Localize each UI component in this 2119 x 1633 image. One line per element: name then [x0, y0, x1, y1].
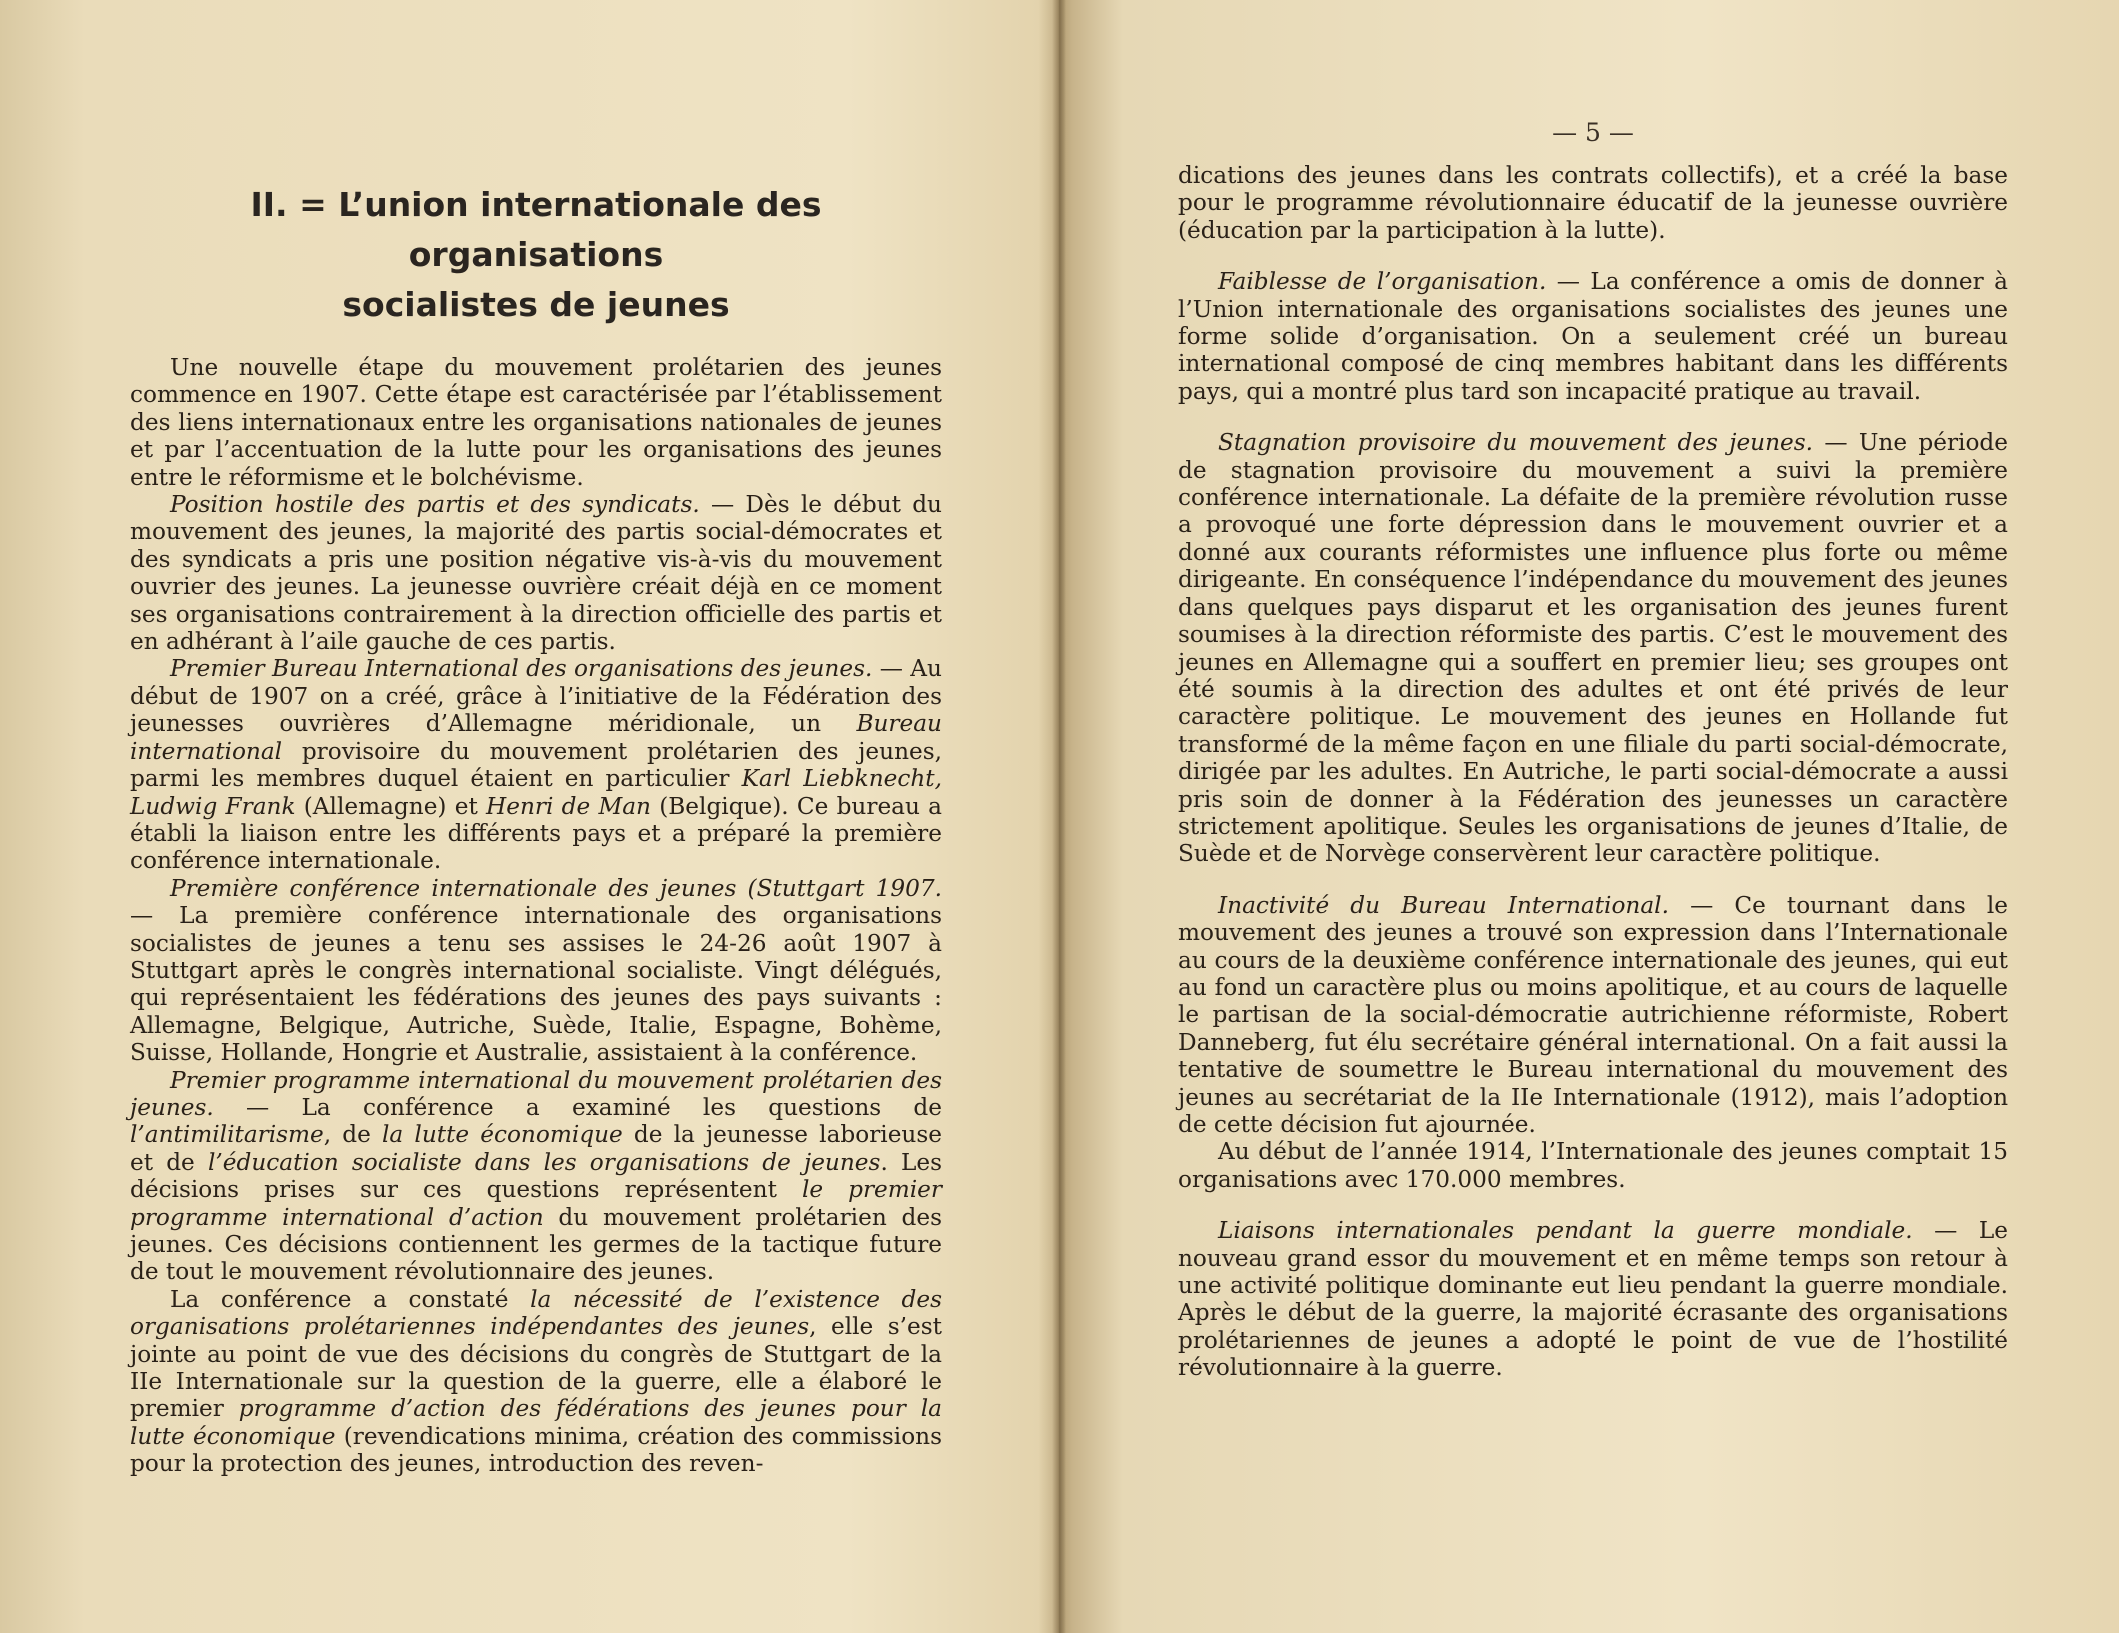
section-heading: Inactivité du Bureau International.	[1218, 891, 1669, 919]
section-heading: Stagnation provisoire du mouvement des jeunes.	[1218, 429, 1814, 457]
right-page-text	[1178, 162, 2008, 1382]
paragraph-debut-1914: Au début de l’année 1914, l’Internationale des jeunes comptait 15 organisations avec 170.000 membres.	[1178, 1138, 2008, 1193]
chapter-title	[130, 180, 942, 330]
paragraph-stagnation: Stagnation provisoire du mouvement des jeunes. — Une période de stagnation provisoire du mouvement a suivi la première conférence internationale. La défaite de la première révolution russe a provoqué une forte dépression dans le mouvement ouvrier et a donné aux courants réformistes une influence plus forte ou même dirigeante. En conséquence l’indépendance du mouvement des jeunes dans quelques pays disparut et les organisation des jeunes furent soumises à la direction réformiste des partis. C’est le mouvement des jeunes en Allemagne qui a souffert en premier lieu; ses groupes ont été soumis à la direction des adultes et ont été privés de leur caractère politique. Le mouvement des jeunes en Hollande fut transformé de la même façon en une filiale du parti social-démocrate, dirigée par les adultes. En Autriche, le parti social-démocrate a aussi pris soin de donner à la Fédération des jeunesses un caractère strictement apolitique. Seules les organisations de jeunes d’Italie, de Suède et de Norvège conservèrent leur caractère politique.	[1178, 429, 2008, 868]
paragraph-faiblesse: Faiblesse de l’organisation. — La conférence a omis de donner à l’Union internationale des organisations socialistes des jeunes une forme solide d’organisation. On a seulement créé un bureau international composé de cinq membres habitant dans les différents pays, qui a montré plus tard son incapacité pratique au travail.	[1178, 268, 2008, 405]
section-heading: Position hostile des partis et des syndicats.	[170, 491, 700, 519]
chapter-title-line-1: II. = L’union internationale des organisations	[250, 185, 822, 274]
page-number: — 5 —	[1552, 118, 1634, 147]
paragraph-position-hostile: Position hostile des partis et des syndicats. — Dès le début du mouvement des jeunes, la majorité des partis social-démocrates et des syndicats a pris une position négative vis-à-vis du mouvement ouvrier des jeunes. La jeunesse ouvrière créait déjà en ce moment ses organisations contrairement à la direction officielle des partis et en adhérant à l’aile gauche de ces partis.	[130, 491, 942, 656]
paragraph-premiere-conference: Première conférence internationale des jeunes (Stuttgart 1907. — La première conférence internationale des organisations socialistes de jeunes a tenu ses assises le 24-26 août 1907 à Stuttgart après le congrès international socialiste. Vingt délégués, qui représentaient les fédérations des jeunes des pays suivants : Allemagne, Belgique, Autriche, Suède, Italie, Espagne, Bohème, Suisse, Hollande, Hongrie et Australie, assistaient à la conférence.	[130, 874, 942, 1067]
chapter-title-line-2: socialistes de jeunes	[342, 285, 730, 324]
section-heading: Première conférence internationale des jeunes (Stuttgart 1907.	[170, 874, 942, 902]
paragraph-premier-programme: Premier programme international du mouvement prolétarien des jeunes. — La conférence a examiné les questions de l’antimilitarisme, de la lutte économique de la jeunesse laborieuse et de l’éducation socialiste dans les organisations de jeunes. Les décisions prises sur ces questions représentent le premier programme international d’action du mouvement prolétarien des jeunes. Ces décisions contiennent les germes de la tactique future de tout le mouvement révolutionnaire des jeunes.	[130, 1066, 943, 1286]
paragraph-liaisons: Liaisons internationales pendant la guerre mondiale. — Le nouveau grand essor du mouvement et en même temps son retour à une activité politique dominante eut lieu pendant la guerre mondiale. Après le début de la guerre, la majorité écrasante des organisations prolétariennes de jeunes a adopté le point de vue de l’hostilité révolutionnaire à la guerre.	[1178, 1217, 2008, 1382]
paragraph-intro: Une nouvelle étape du mouvement prolétarien des jeunes commence en 1907. Cette étape est caractérisée par l’établissement des liens internationaux entre les organisations nationales de jeunes et par l’accentuation de la lutte pour les organisations des jeunes entre le réformisme et le bolchévisme.	[130, 354, 942, 491]
right-page	[1178, 0, 2008, 1633]
section-heading: Premier programme international du mouvement prolétarien des jeunes.	[130, 1066, 942, 1121]
paragraph-conference-constate: La conférence a constaté la nécessité de l’existence des organisations prolétariennes indépendantes des jeunes, elle s’est jointe au point de vue des décisions du congrès de Stuttgart de la IIe Internationale sur la question de la guerre, elle a élaboré le premier programme d’action des fédérations des jeunes pour la lutte économique (revendications minima, création des commissions pour la protection des jeunes, introduction des reven-	[130, 1285, 943, 1478]
section-heading: Faiblesse de l’organisation.	[1218, 268, 1547, 296]
left-page	[130, 0, 942, 1633]
left-page-text	[130, 354, 942, 1478]
paragraph-inactivite: Inactivité du Bureau International. — Ce tournant dans le mouvement des jeunes a trouvé son expression dans l’Internationale au cours de la deuxième conférence internationale des jeunes, qui eut au fond un caractère plus ou moins apolitique, et au cours de laquelle le partisan de la social-démocratie autrichienne réformiste, Robert Danneberg, fut élu secrétaire général international. On a fait aussi la tentative de soumettre le Bureau international du mouvement des jeunes au secrétariat de la IIe Internationale (1912), mais l’adoption de cette décision fut ajournée.	[1178, 891, 2008, 1138]
book-spine	[1052, 0, 1066, 1633]
section-heading: Premier Bureau International des organisations des jeunes.	[170, 655, 873, 683]
paragraph-continuation: dications des jeunes dans les contrats collectifs), et a créé la base pour le programme révolutionnaire éducatif de la jeunesse ouvrière (éducation par la participation à la lutte).	[1178, 162, 2008, 244]
paragraph-premier-bureau: Premier Bureau International des organisations des jeunes. — Au début de 1907 on a créé, grâce à l’initiative de la Fédération des jeunesses ouvrières d’Allemagne méridionale, un Bureau international provisoire du mouvement prolétarien des jeunes, parmi les membres duquel étaient en particulier Karl Liebknecht, Ludwig Frank (Allemagne) et Henri de Man (Belgique). Ce bureau a établi la liaison entre les différents pays et a préparé la première conférence internationale.	[130, 655, 942, 875]
section-heading: Liaisons internationales pendant la guerre mondiale.	[1218, 1217, 1913, 1245]
